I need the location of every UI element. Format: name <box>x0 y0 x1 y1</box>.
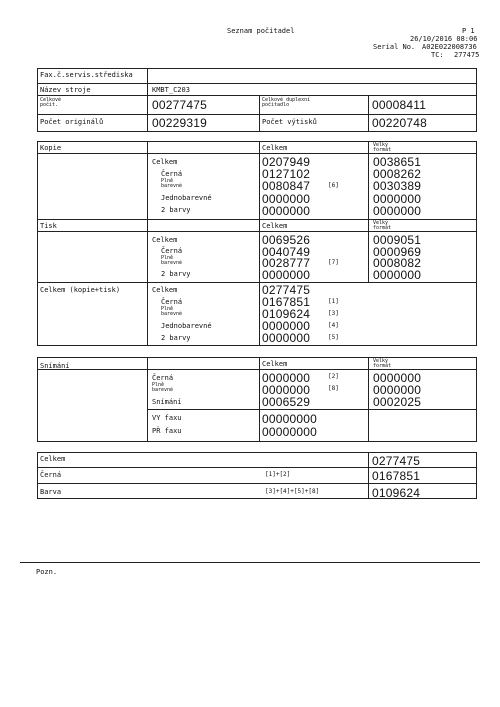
summary-color-formula: [3]+[4]+[5]+[8] <box>265 488 320 495</box>
copy-black-label: Černá <box>161 170 183 178</box>
print-total-label: Celkem <box>152 236 178 244</box>
combined-section-label: Celkem (kopie+tisk) <box>40 286 121 294</box>
scan-col-large-1: Velký <box>373 358 389 364</box>
total-counter-value: 00277475 <box>152 98 207 112</box>
total-counter-label-1: Celkové <box>40 97 62 103</box>
print-fullcolor-label-1: Plně <box>161 255 174 261</box>
scan-col-total: Celkem <box>262 360 288 368</box>
print-total-large: 0009051 <box>373 233 422 247</box>
scan-fullcolor-value: 0000000 <box>262 383 311 397</box>
combined-fullcolor-ref: [3] <box>328 310 339 317</box>
combined-black-label: Černá <box>161 298 183 306</box>
combined-mono-label: Jednobarevné <box>161 322 212 330</box>
print-black-value: 0040749 <box>262 245 311 259</box>
copy-black-value: 0127102 <box>262 167 311 181</box>
page-number: P 1 <box>462 27 475 35</box>
scan-col-large-2: formát <box>373 363 392 369</box>
print-2color-value: 0000000 <box>262 268 311 282</box>
print-section-label: Tisk <box>40 222 57 230</box>
notes-divider <box>20 562 480 563</box>
copy-mono-value: 0000000 <box>262 192 311 206</box>
notes-label: Pozn. <box>36 568 58 576</box>
originals-value: 00229319 <box>152 116 207 130</box>
copy-fullcolor-ref: [6] <box>328 182 339 189</box>
summary-color-value: 0109624 <box>372 486 421 500</box>
print-fullcolor-large: 0008082 <box>373 256 422 270</box>
summary-black-value: 0167851 <box>372 469 421 483</box>
device-name-value: KMBT_C203 <box>152 86 190 94</box>
copy-col-total: Celkem <box>262 144 288 152</box>
serial-label: Serial No. <box>373 43 416 51</box>
scan-fullcolor-label-1: Plně <box>152 382 165 388</box>
print-fullcolor-ref: [7] <box>328 259 339 266</box>
serial-value: A02E022008736 <box>422 43 477 51</box>
copy-fullcolor-label-2: barevné <box>161 183 183 189</box>
scan-scans-label: Snímání <box>152 398 182 406</box>
summary-total-label: Celkem <box>40 455 66 463</box>
summary-black-formula: [1]+[2] <box>265 471 291 478</box>
combined-black-value: 0167851 <box>262 295 311 309</box>
combined-mono-value: 0000000 <box>262 319 311 333</box>
tc-label: TC: <box>431 51 444 59</box>
copy-mono-label: Jednobarevné <box>161 194 212 202</box>
print-col-large-1: Velký <box>373 220 389 226</box>
combined-mono-ref: [4] <box>328 322 339 329</box>
fax-out-value: 00000000 <box>262 412 317 426</box>
device-name-label: Název stroje <box>40 86 91 94</box>
combined-2color-value: 0000000 <box>262 331 311 345</box>
report-datetime: 26/10/2016 08:06 <box>410 35 478 43</box>
fax-in-value: 00000000 <box>262 425 317 439</box>
tc-value: 277475 <box>454 51 480 59</box>
copy-mono-large: 0000000 <box>373 192 422 206</box>
copy-total-large: 0038651 <box>373 155 422 169</box>
scan-section-label: Snímání <box>40 362 70 370</box>
fax-in-label: PŘ faxu <box>152 427 182 435</box>
duplex-counter-label-2: počitadlo <box>262 102 290 108</box>
summary-total-value: 0277475 <box>372 454 421 468</box>
combined-total-value: 0277475 <box>262 283 311 297</box>
print-black-large: 0000969 <box>373 245 422 259</box>
copy-col-large-2: formát <box>373 147 392 153</box>
print-fullcolor-label-2: barevné <box>161 260 183 266</box>
total-counter-label-2: počit. <box>40 102 59 108</box>
combined-fullcolor-value: 0109624 <box>262 307 311 321</box>
duplex-counter-value: 00008411 <box>372 98 427 112</box>
print-total-value: 0069526 <box>262 233 311 247</box>
copy-total-value: 0207949 <box>262 155 311 169</box>
copy-2color-value: 0000000 <box>262 204 311 218</box>
combined-black-ref: [1] <box>328 298 339 305</box>
combined-2color-ref: [5] <box>328 334 339 341</box>
copy-total-label: Celkem <box>152 158 178 166</box>
scan-fullcolor-ref: [8] <box>328 385 339 392</box>
combined-fullcolor-label-1: Plně <box>161 306 174 312</box>
copy-2color-label: 2 barvy <box>161 206 191 214</box>
duplex-counter-label-1: Celkové duplexní <box>262 97 311 103</box>
combined-2color-label: 2 barvy <box>161 334 191 342</box>
copy-section-label: Kopie <box>40 144 62 152</box>
report-title: Seznam počitadel <box>227 27 295 35</box>
prints-value: 00220748 <box>372 116 427 130</box>
summary-color-label: Barva <box>40 488 62 496</box>
copy-fullcolor-value: 0080847 <box>262 179 311 193</box>
originals-label: Počet originálů <box>40 118 104 126</box>
copy-col-large-1: Velký <box>373 142 389 148</box>
copy-fullcolor-large: 0030389 <box>373 179 422 193</box>
scan-scans-large: 0002025 <box>373 395 422 409</box>
copy-2color-large: 0000000 <box>373 204 422 218</box>
scan-fullcolor-large: 0000000 <box>373 383 422 397</box>
scan-black-label: Černá <box>152 374 174 382</box>
prints-label: Počet výtisků <box>262 118 317 126</box>
scan-scans-value: 0006529 <box>262 395 311 409</box>
combined-total-label: Celkem <box>152 286 178 294</box>
print-col-total: Celkem <box>262 222 288 230</box>
print-2color-large: 0000000 <box>373 268 422 282</box>
copy-black-large: 0008262 <box>373 167 422 181</box>
summary-black-label: Černá <box>40 471 62 479</box>
fax-service-label: Fax.č.servis.střediska <box>40 71 133 79</box>
print-black-label: Černá <box>161 247 183 255</box>
fax-out-label: VY faxu <box>152 414 182 422</box>
combined-fullcolor-label-2: barevné <box>161 311 183 317</box>
print-2color-label: 2 barvy <box>161 270 191 278</box>
copy-fullcolor-label-1: Plně <box>161 178 174 184</box>
scan-black-ref: [2] <box>328 373 339 380</box>
scan-black-value: 0000000 <box>262 371 311 385</box>
print-col-large-2: formát <box>373 225 392 231</box>
scan-fullcolor-label-2: barevné <box>152 387 174 393</box>
print-fullcolor-value: 0028777 <box>262 256 311 270</box>
scan-black-large: 0000000 <box>373 371 422 385</box>
